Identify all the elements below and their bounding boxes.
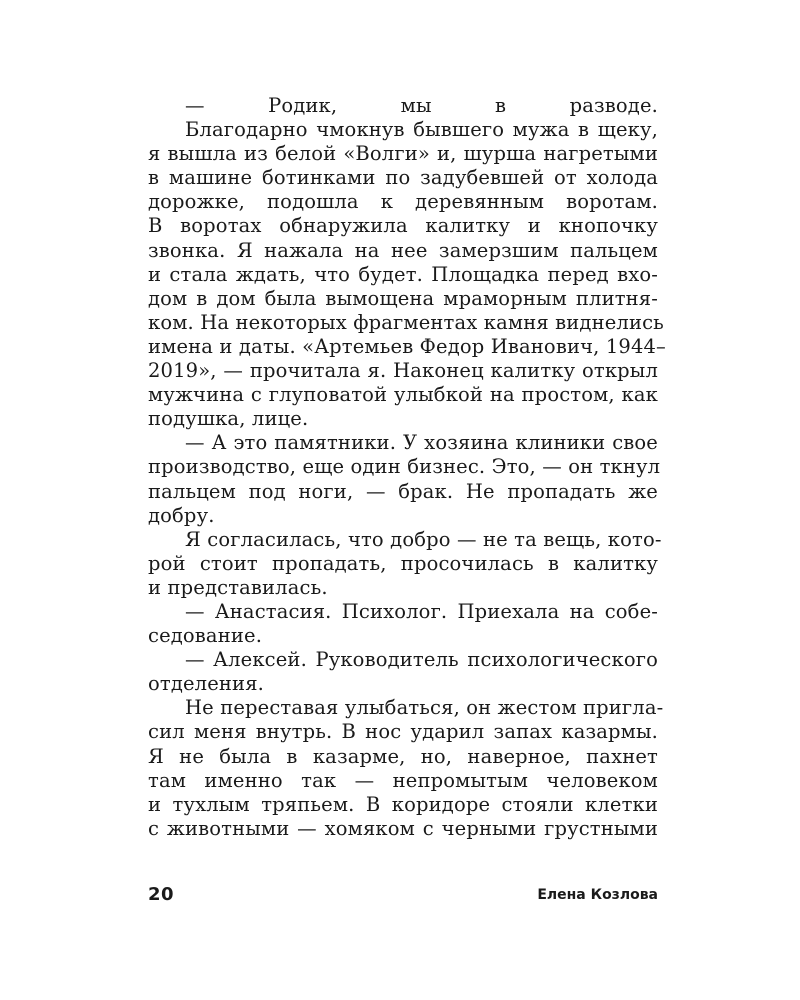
paragraph-line: я вышла из белой «Волги» и, шурша нагретыми (148, 142, 658, 166)
paragraph-line: отделения. (148, 672, 264, 696)
paragraph-line: дорожке, подошла к деревянным воротам. (148, 190, 658, 214)
paragraph-line: добру. (148, 503, 215, 527)
paragraph-line: Благодарно чмокнув бывшего мужа в щеку, (185, 118, 658, 142)
paragraph-line: подушка, лице. (148, 407, 309, 431)
paragraph-line: — Анастасия. Психолог. Приехала на собе- (185, 599, 658, 623)
body-text (148, 94, 666, 841)
paragraph-line: и стала ждать, что будет. Площадка перед вхо- (148, 262, 658, 286)
paragraph-line: пальцем под ноги, — брак. Не пропадать же (148, 479, 658, 503)
paragraph-line: производство, еще один бизнес. Это, — он ткнул (148, 455, 661, 479)
paragraph-line: там именно так — непромытым человеком (148, 768, 658, 792)
paragraph-line: седование. (148, 624, 263, 648)
paragraph-line: и тухлым тряпьем. В коридоре стояли клетки (148, 792, 658, 816)
paragraph-line: ком. На некоторых фрагментах камня виднелись (148, 310, 664, 334)
paragraph-line: мужчина с глуповатой улыбкой на простом, как (148, 383, 658, 407)
paragraph-line: Я согласилась, что добро — не та вещь, кото- (185, 527, 662, 551)
paragraph-line: рой стоит пропадать, просочилась в калитку (148, 551, 658, 575)
page-footer (148, 884, 658, 906)
paragraph-line: 2019», — прочитала я. Наконец калитку открыл (148, 359, 658, 383)
page-number: 20 (148, 884, 175, 905)
paragraph-line: имена и даты. «Артемьев Федор Иванович, 1944– (148, 334, 666, 358)
paragraph-line: с животными — хомяком с черными грустными (148, 816, 658, 840)
paragraph-line: звонка. Я нажала на нее замерзшим пальцем (148, 238, 658, 262)
paragraph-line: В воротах обнаружила калитку и кнопочку (148, 214, 658, 238)
paragraph-line: — Родик, мы в разводе. (185, 94, 658, 117)
paragraph-line: Не переставая улыбаться, он жестом пригла- (185, 696, 664, 720)
author-name: Елена Козлова (537, 887, 658, 903)
paragraph-line: — Алексей. Руководитель психологического (185, 648, 658, 672)
paragraph-line: Я не была в казарме, но, наверное, пахнет (148, 744, 658, 768)
paragraph-line: в машине ботинками по задубевшей от холода (148, 166, 658, 190)
paragraph-line: и представилась. (148, 575, 328, 599)
paragraph-line: дом в дом была вымощена мраморным плитня- (148, 286, 658, 310)
paragraph-line: — А это памятники. У хозяина клиники свое (185, 431, 658, 455)
paragraph-line: сил меня внутрь. В нос ударил запах казармы. (148, 720, 658, 744)
